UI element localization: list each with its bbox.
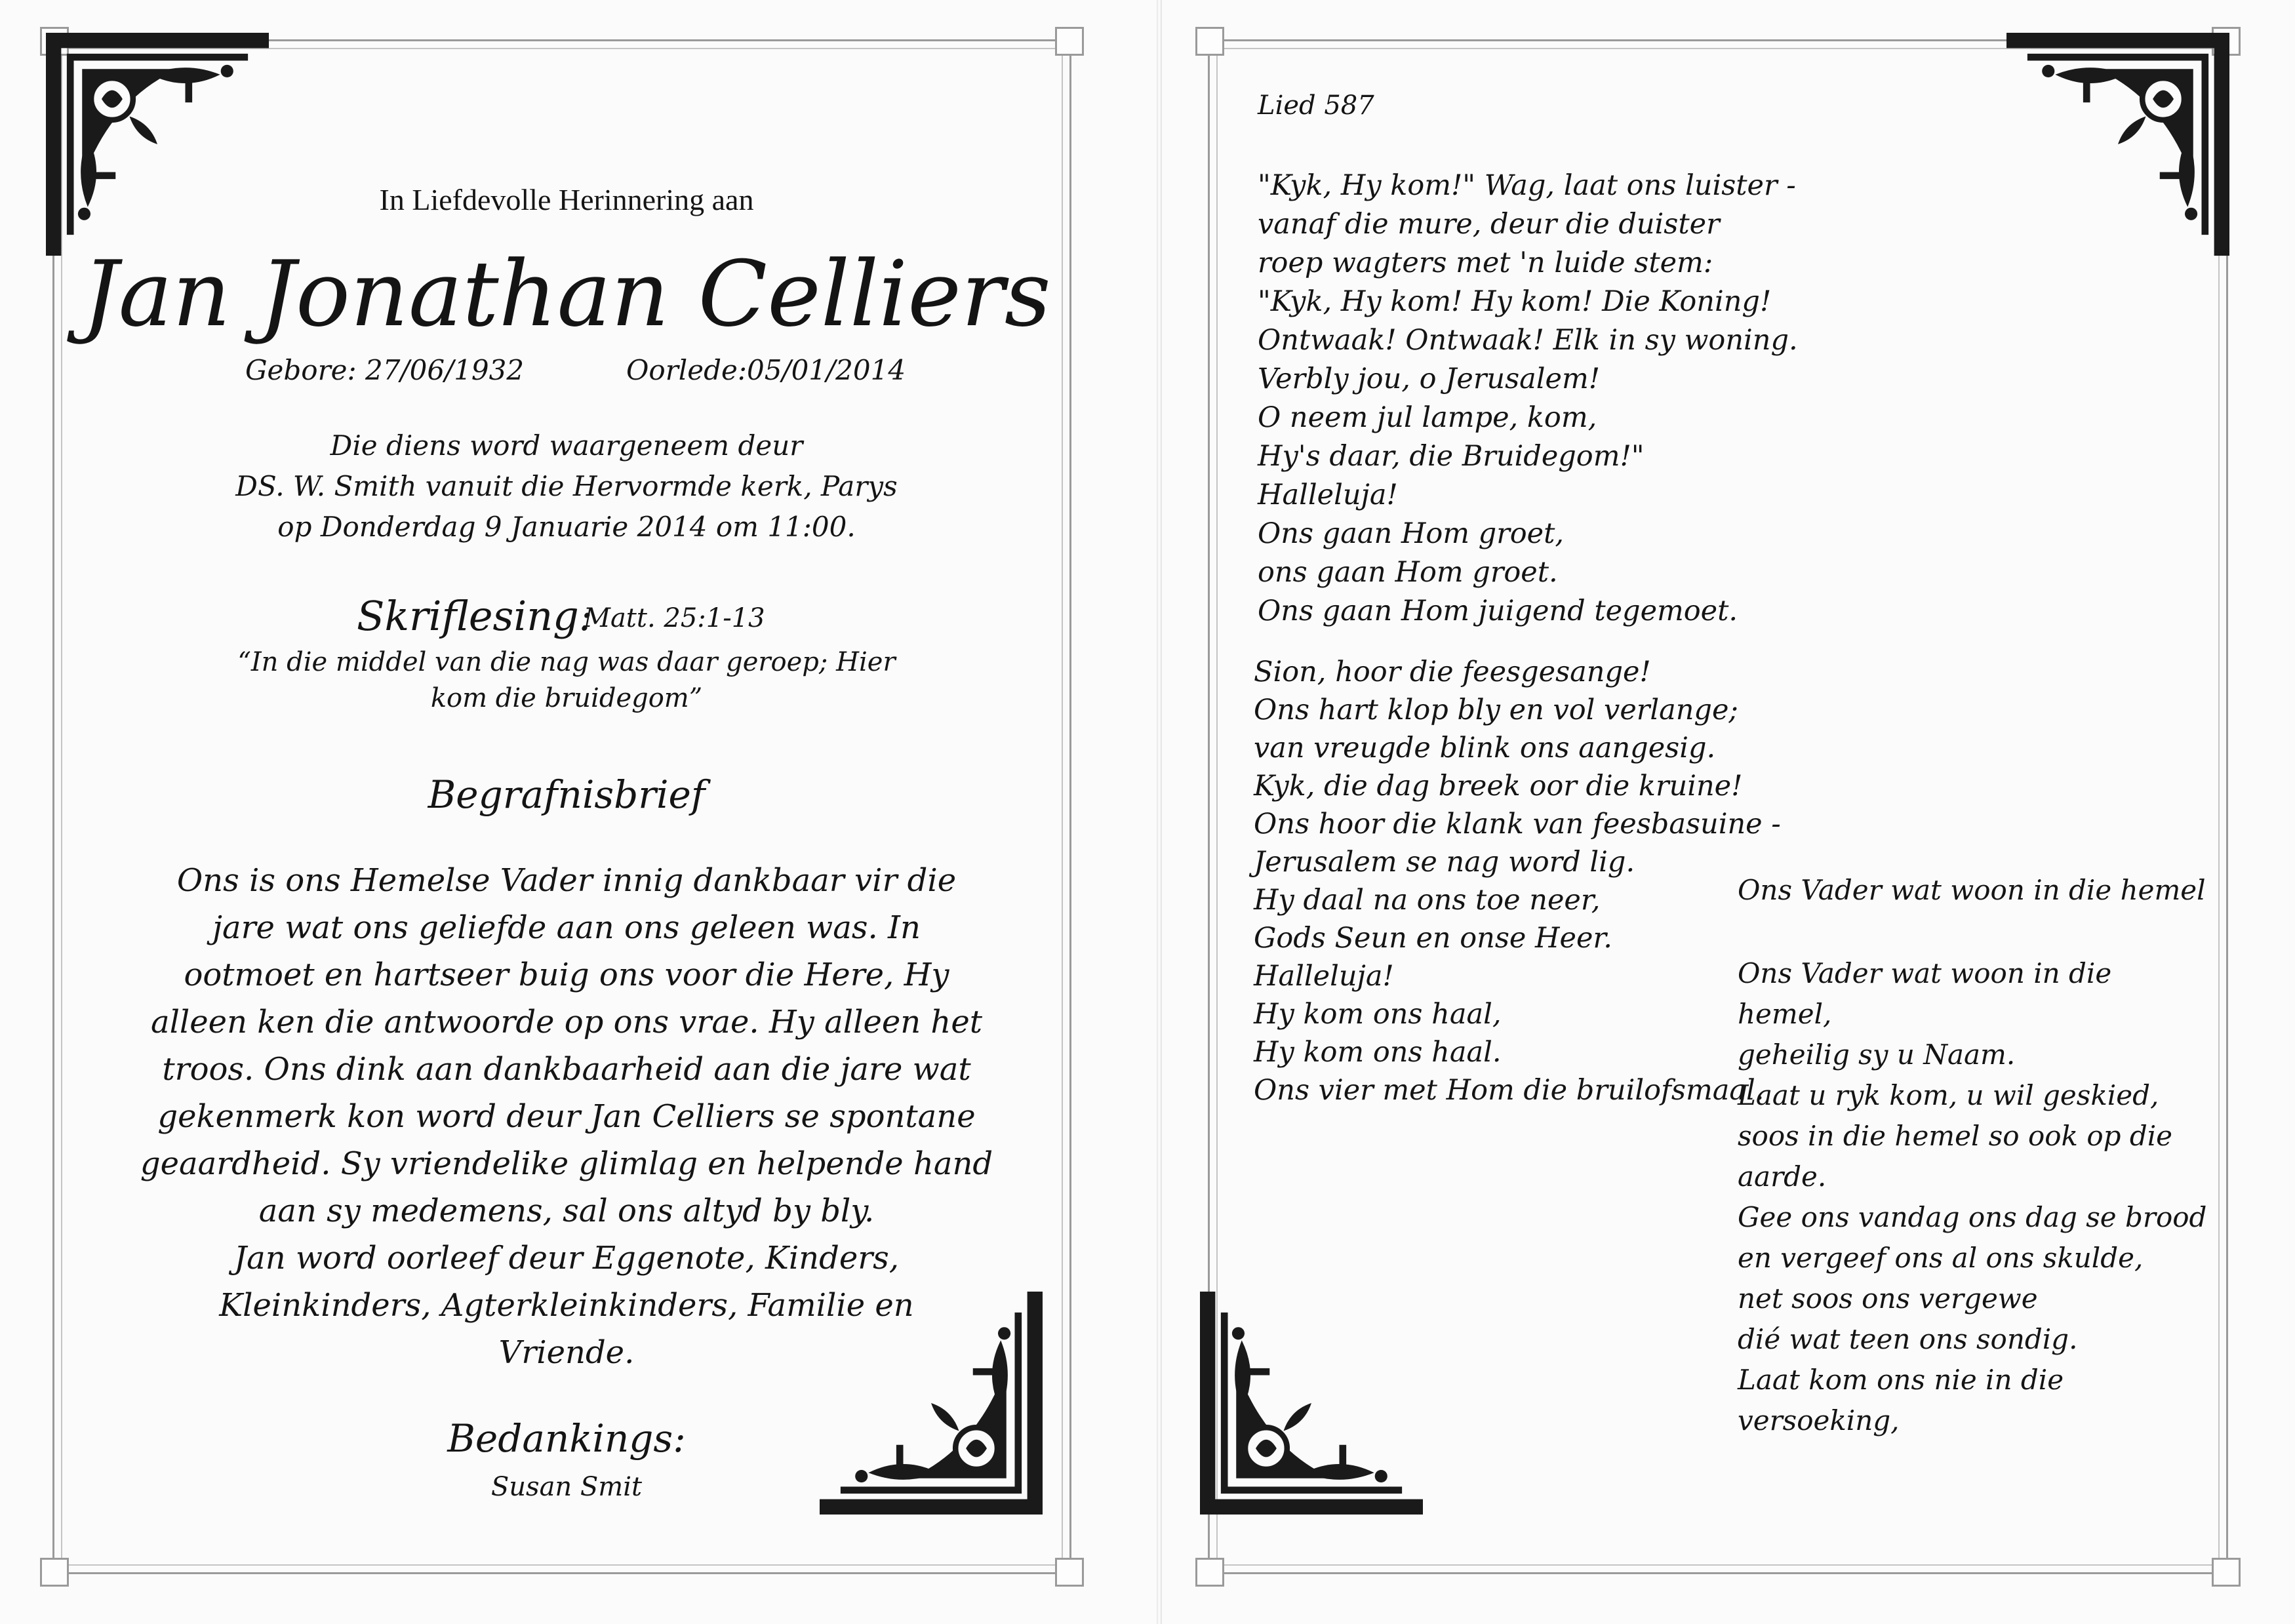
letter-heading: Begrafnisbrief xyxy=(428,772,706,817)
verse-line: Hy daal na ons toe neer, xyxy=(1254,884,1601,917)
letter-line: Kleinkinders, Agterkleinkinders, Familie en xyxy=(219,1287,914,1324)
verse-line: Verbly jou, o Jerusalem! xyxy=(1258,363,1601,395)
verse-line: "Kyk, Hy kom! Hy kom! Die Koning! xyxy=(1258,285,1772,318)
intro-line: In Liefdevolle Herinnering aan xyxy=(379,183,754,216)
frame-corner-square xyxy=(1195,27,1224,56)
verse-line: Ons vier met Hom die bruilofsmaal. xyxy=(1254,1074,1765,1107)
thanks-name: Susan Smit xyxy=(490,1472,643,1502)
letter-line: Ons is ons Hemelse Vader innig dankbaar vir die xyxy=(176,862,957,899)
verse-line: Ons hoor die klank van feesbasuine - xyxy=(1254,808,1781,841)
letter-line: Vriende. xyxy=(498,1334,635,1371)
prayer-line: en vergeef ons al ons skulde, xyxy=(1738,1242,2144,1274)
frame-corner-square xyxy=(2212,1558,2241,1587)
prayer-line: Ons Vader wat woon in die xyxy=(1738,957,2112,989)
frame-corner-square xyxy=(1055,1558,1084,1587)
letter-line: gekenmerk kon word deur Jan Celliers se spontane xyxy=(157,1098,976,1135)
verse-line: Hy kom ons haal, xyxy=(1254,998,1502,1031)
prayer-line: geheilig sy u Naam. xyxy=(1738,1039,2016,1071)
verse-line: ons gaan Hom groet. xyxy=(1258,556,1558,589)
verse-line: vanaf die mure, deur die duister xyxy=(1258,208,1720,241)
service-line: DS. W. Smith vanuit die Hervormde kerk, Parys xyxy=(235,470,898,502)
prayer-title: Ons Vader wat woon in die hemel xyxy=(1738,874,2206,906)
frame-corner-square xyxy=(1055,27,1084,56)
verse-line: Ontwaak! Ontwaak! Elk in sy woning. xyxy=(1258,324,1798,357)
frame-corner-square xyxy=(40,1558,69,1587)
prayer-line: hemel, xyxy=(1738,998,1832,1030)
verse-line: Hy kom ons haal. xyxy=(1254,1036,1502,1069)
corner-ornament-icon xyxy=(2006,33,2229,256)
verse-line: Halleluja! xyxy=(1254,960,1394,993)
verse-line: Ons gaan Hom juigend tegemoet. xyxy=(1258,595,1738,627)
verse-line: O neem jul lampe, kom, xyxy=(1258,401,1597,434)
reading-reference: Matt. 25:1-13 xyxy=(584,603,765,633)
verse-line: "Kyk, Hy kom!" Wag, laat ons luister - xyxy=(1258,169,1796,202)
corner-ornament-icon xyxy=(1200,1292,1423,1515)
service-line: Die diens word waargeneem deur xyxy=(330,429,803,462)
verse-line: roep wagters met 'n luide stem: xyxy=(1258,247,1713,279)
verse-line: Jerusalem se nag word lig. xyxy=(1254,846,1635,879)
reading-heading: Skriflesing: xyxy=(357,592,593,640)
prayer-line: dié wat teen ons sondig. xyxy=(1738,1323,2078,1355)
death-date: Oorlede:05/01/2014 xyxy=(626,354,906,386)
letter-line: aan sy medemens, sal ons altyd by bly. xyxy=(258,1193,875,1229)
verse-line: Kyk, die dag breek oor die kruine! xyxy=(1254,770,1743,802)
prayer-line: soos in die hemel so ook op die xyxy=(1738,1120,2173,1152)
page-fold xyxy=(1157,0,1162,1624)
verse-line: Gods Seun en onse Heer. xyxy=(1254,922,1612,955)
letter-line: alleen ken die antwoorde op ons vrae. Hy alleen het xyxy=(150,1004,983,1040)
verse-line: Sion, hoor die feesgesange! xyxy=(1254,656,1651,688)
prayer-line: Gee ons vandag ons dag se brood xyxy=(1738,1201,2207,1233)
prayer-line: aarde. xyxy=(1738,1160,1827,1193)
frame-corner-square xyxy=(1195,1558,1224,1587)
letter-line: geaardheid. Sy vriendelike glimlag en helpende hand xyxy=(140,1145,993,1182)
reading-quote: kom die bruidegom” xyxy=(430,683,703,713)
deceased-name: Jan Jonathan Celliers xyxy=(82,241,1051,347)
verse-line: van vreugde blink ons aangesig. xyxy=(1254,732,1716,764)
thanks-heading: Bedankings: xyxy=(447,1416,686,1461)
corner-ornament-icon xyxy=(46,33,269,256)
prayer-line: Laat u ryk kom, u wil geskied, xyxy=(1738,1079,2159,1111)
verse-line: Ons gaan Hom groet, xyxy=(1258,517,1565,550)
prayer-line: versoeking, xyxy=(1738,1404,1900,1436)
letter-line: ootmoet en hartseer buig ons voor die Here, Hy xyxy=(184,957,949,993)
verse-line: Hy's daar, die Bruidegom!" xyxy=(1258,440,1645,473)
birth-date: Gebore: 27/06/1932 xyxy=(245,354,525,386)
letter-line: troos. Ons dink aan dankbaarheid aan die jare wat xyxy=(162,1051,971,1088)
reading-quote: “In die middel van die nag was daar geroep; Hier xyxy=(237,647,896,677)
letter-line: jare wat ons geliefde aan ons geleen was. In xyxy=(212,909,921,946)
verse-line: Halleluja! xyxy=(1258,479,1398,511)
prayer-line: net soos ons vergewe xyxy=(1738,1282,2038,1315)
prayer-line: Laat kom ons nie in die xyxy=(1738,1364,2064,1396)
service-line: op Donderdag 9 Januarie 2014 om 11:00. xyxy=(277,511,856,543)
verse-line: Ons hart klop bly en vol verlange; xyxy=(1254,694,1738,726)
letter-line: Jan word oorleef deur Eggenote, Kinders, xyxy=(233,1240,900,1277)
hymn-title: Lied 587 xyxy=(1258,90,1374,121)
